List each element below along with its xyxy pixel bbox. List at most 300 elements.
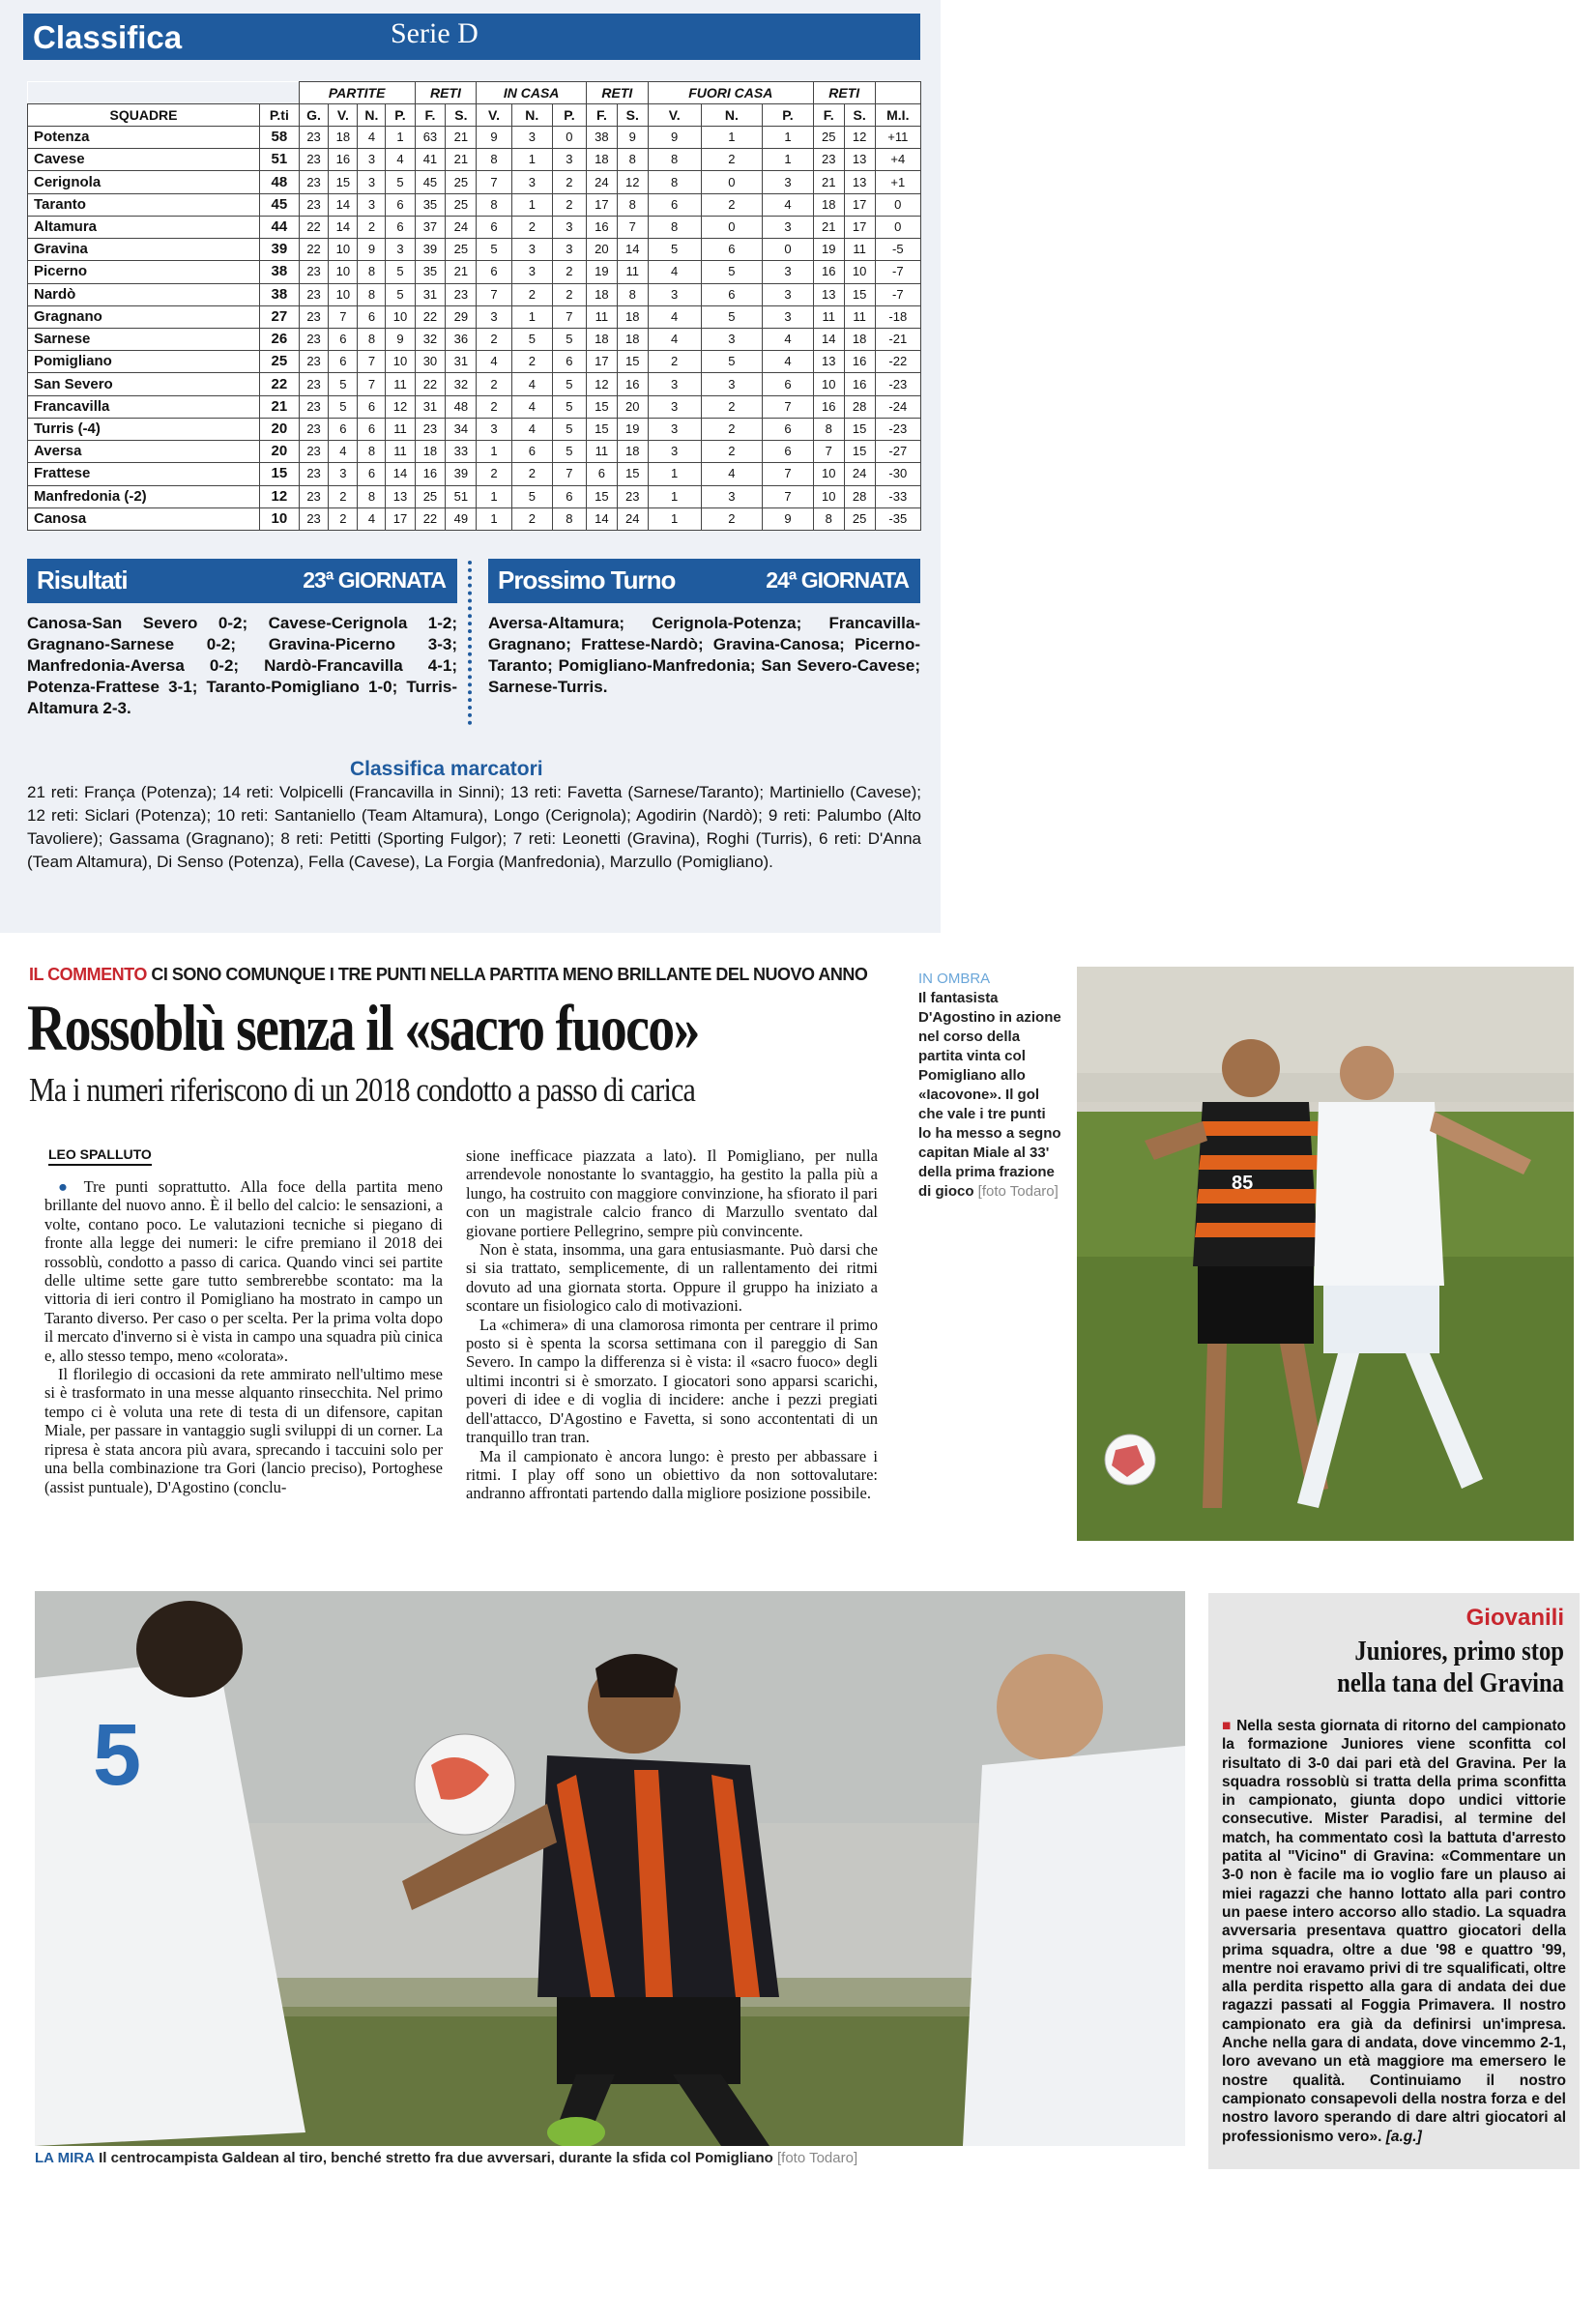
group-reti-casa: RETI <box>586 82 648 104</box>
table-cell: 2 <box>552 171 586 193</box>
table-cell: 3 <box>763 171 814 193</box>
standings-body <box>28 127 921 531</box>
column-header: G. <box>299 104 329 127</box>
table-cell: 3 <box>358 171 386 193</box>
table-cell: 6 <box>586 463 617 485</box>
table-cell: 36 <box>446 328 477 350</box>
table-cell: 7 <box>763 485 814 507</box>
team-name: Francavilla <box>28 395 260 418</box>
team-name: Cerignola <box>28 171 260 193</box>
article-kicker <box>29 965 867 985</box>
table-cell: 3 <box>511 127 552 149</box>
table-cell: 2 <box>701 507 763 530</box>
table-cell: 63 <box>415 127 446 149</box>
table-cell: 4 <box>386 149 415 171</box>
table-cell: 31 <box>415 395 446 418</box>
table-row <box>28 239 921 261</box>
results-text: Canosa-San Severo 0-2; Cavese-Cerignola 1-2; Gragnano-Sarnese 0-2; Gravina-Picerno 3-3; Manfredonia-Aversa 0-2; Nardò-Francavilla 4-1; Potenza-Frattese 3-1; Taranto-Pomigliano 1-0; Turris-Altamura 2-3. <box>27 614 457 717</box>
table-cell: 19 <box>617 418 648 440</box>
table-cell: 37 <box>415 216 446 238</box>
table-cell: 21 <box>446 261 477 283</box>
scorers-text: 21 reti: França (Potenza); 14 reti: Volpicelli (Francavilla in Sinni); 13 reti: Favetta (Sarnese/Taranto); Martiniello (Cavese); 12 reti: Siclari (Potenza); 10 reti: Santaniello (Team Altamura), Longo (Cerignola); Agodirin (Nardò); 9 reti: Palumbo (Alto Tavoliere); Gassama (Gragnano); 8 reti: Petitti (Sporting Fulgor); 7 reti: Leonetti (Gravina), Roghi (Turris), 6 reti: D'Anna (Team Altamura), Di Senso (Potenza), Fella (Cavese), La Forgia (Manfredonia), Marzullo (Pomigliano). <box>27 783 921 871</box>
table-cell: 10 <box>329 261 358 283</box>
table-cell: 7 <box>477 283 511 305</box>
table-cell: 3 <box>648 395 701 418</box>
table-cell: 16 <box>844 373 875 395</box>
column-header: M.I. <box>875 104 920 127</box>
caption2-credit: [foto Todaro] <box>777 2150 858 2166</box>
table-cell: 38 <box>586 127 617 149</box>
table-cell: 23 <box>299 171 329 193</box>
table-cell: 6 <box>386 193 415 216</box>
table-cell: 6 <box>358 395 386 418</box>
team-points: 26 <box>260 328 300 350</box>
table-cell: 14 <box>586 507 617 530</box>
table-cell: 6 <box>477 216 511 238</box>
next-round-bar <box>488 559 920 603</box>
table-cell: 4 <box>511 373 552 395</box>
table-cell: 35 <box>415 261 446 283</box>
table-cell: 2 <box>552 193 586 216</box>
article-author: LEO SPALLUTO <box>48 1146 152 1166</box>
table-cell: 7 <box>552 463 586 485</box>
team-points: 20 <box>260 441 300 463</box>
table-cell: 25 <box>415 485 446 507</box>
table-cell: 25 <box>446 171 477 193</box>
table-cell: 0 <box>701 216 763 238</box>
table-row <box>28 463 921 485</box>
table-row <box>28 283 921 305</box>
table-row <box>28 351 921 373</box>
table-cell: 5 <box>511 485 552 507</box>
table-cell: 1 <box>648 463 701 485</box>
group-reti-fuori: RETI <box>813 82 875 104</box>
table-cell: 24 <box>617 507 648 530</box>
column-header: F. <box>415 104 446 127</box>
team-points: 21 <box>260 395 300 418</box>
table-cell: 22 <box>415 507 446 530</box>
table-cell: 5 <box>552 418 586 440</box>
next-round-number: 24ª GIORNATA <box>766 567 909 593</box>
table-cell: 10 <box>329 283 358 305</box>
table-cell: 9 <box>477 127 511 149</box>
table-cell: 17 <box>586 193 617 216</box>
table-cell: 18 <box>329 127 358 149</box>
standings-group-header <box>28 82 921 104</box>
table-cell: 1 <box>648 485 701 507</box>
table-cell: 17 <box>586 351 617 373</box>
team-points: 27 <box>260 305 300 328</box>
next-round-text: Aversa-Altamura; Cerignola-Potenza; Francavilla-Gragnano; Frattese-Nardò; Gravina-Canosa; Picerno-Taranto; Pomigliano-Manfredonia; San Severo-Cavese; Sarnese-Turris. <box>488 614 920 696</box>
table-cell: 18 <box>586 328 617 350</box>
table-row <box>28 485 921 507</box>
table-cell: 19 <box>586 261 617 283</box>
team-points: 51 <box>260 149 300 171</box>
table-cell: 32 <box>446 373 477 395</box>
table-cell: 7 <box>552 305 586 328</box>
table-cell: 31 <box>446 351 477 373</box>
team-name: Aversa <box>28 441 260 463</box>
table-cell: 15 <box>617 463 648 485</box>
table-cell: 3 <box>701 485 763 507</box>
table-cell: 13 <box>813 351 844 373</box>
team-name: San Severo <box>28 373 260 395</box>
red-square-icon: ■ <box>1222 1718 1237 1734</box>
table-cell: 10 <box>386 305 415 328</box>
caption1-credit: [foto Todaro] <box>977 1183 1059 1200</box>
table-cell: 1 <box>511 193 552 216</box>
table-cell: 24 <box>844 463 875 485</box>
table-row <box>28 328 921 350</box>
table-cell: 4 <box>358 127 386 149</box>
league-title: Serie D <box>391 17 479 49</box>
table-cell: 41 <box>415 149 446 171</box>
table-cell: 11 <box>386 418 415 440</box>
table-cell: +11 <box>875 127 920 149</box>
group-reti: RETI <box>415 82 477 104</box>
table-cell: 39 <box>415 239 446 261</box>
photo1-illustration <box>1077 967 1574 1541</box>
table-cell: 14 <box>617 239 648 261</box>
table-cell: 23 <box>299 261 329 283</box>
table-cell: 10 <box>813 463 844 485</box>
table-cell: 1 <box>763 127 814 149</box>
table-cell: 2 <box>477 395 511 418</box>
results-bar <box>27 559 457 603</box>
classifica-header <box>23 14 920 60</box>
table-cell: 8 <box>358 441 386 463</box>
column-header: F. <box>586 104 617 127</box>
table-cell: 7 <box>763 395 814 418</box>
table-cell: 5 <box>329 395 358 418</box>
caption1-text: Il fantasista D'Agostino in azione nel corso della partita vinta col Pomigliano allo «Iacovone». Il gol che vale i tre punti lo ha messo a segno capitan Miale al 33' della prima frazione di gioco <box>918 990 1061 1200</box>
table-row <box>28 395 921 418</box>
table-cell: 1 <box>511 305 552 328</box>
table-cell: 14 <box>813 328 844 350</box>
table-cell: 3 <box>648 373 701 395</box>
table-cell: 22 <box>299 239 329 261</box>
table-cell: 2 <box>648 351 701 373</box>
table-cell: -27 <box>875 441 920 463</box>
table-cell: 32 <box>415 328 446 350</box>
table-cell: -22 <box>875 351 920 373</box>
table-cell: 2 <box>511 507 552 530</box>
team-name: Cavese <box>28 149 260 171</box>
table-cell: 4 <box>358 507 386 530</box>
table-row <box>28 193 921 216</box>
team-points: 10 <box>260 507 300 530</box>
table-cell: 35 <box>415 193 446 216</box>
table-cell: -23 <box>875 373 920 395</box>
table-cell: 3 <box>511 261 552 283</box>
photo2-illustration <box>35 1591 1185 2146</box>
table-cell: 7 <box>358 351 386 373</box>
team-name: Picerno <box>28 261 260 283</box>
table-row <box>28 261 921 283</box>
table-cell: 18 <box>617 441 648 463</box>
table-cell: 4 <box>701 463 763 485</box>
classifica-panel <box>0 0 941 933</box>
table-cell: 8 <box>648 149 701 171</box>
table-cell: 3 <box>701 373 763 395</box>
table-cell: 5 <box>552 373 586 395</box>
table-cell: 5 <box>648 239 701 261</box>
article-paragraph: sione inefficace piazzata a lato). Il Pomigliano, per nulla arrendevole nonostante lo svantaggio, ha gestito la palla più a lungo, ha costruito con maggiore convinzione, ha sfiorato il pari con un magistrale calcio franco di Marzullo sventato dal giovane portiere Pellegrino, sempre più convincente. <box>466 1146 878 1240</box>
table-cell: 5 <box>329 373 358 395</box>
juniores-body: Nella sesta giornata di ritorno del campionato la formazione Juniores viene sconfitta col risultato di 3-0 dai pari età del Gravina. Per la squadra rossoblù si tratta della prima sconfitta in campionato, giunta dopo undici vittorie consecutive. Mister Paradisi, al termine del match, ha commentato così la battuta d'arresto patita al "Vicino" di Gravina: «Commentare un 3-0 non è facile ma io voglio fare un plauso ai miei ragazzi che hanno lottato alla pari contro un paese intero accorso allo stadio. La squadra avversaria presentava quattro giocatori della prima squadra, oltre a due '98 e quattro '99, mentre noi eravamo privi di tre squalificati, oltre alla perdita rispetto alla gara di andata dei due ragazzi passati al Foggia Primavera. Il nostro campionato era già da definirsi un'impresa. Anche nella gara di andata, dove vincemmo 2-1, loro avevano un età maggiore ma emersero le nostre qualità. Continuiamo il nostro campionato consapevoli della nostra forza e del nostro lavoro sperando di dare altri giocatori al professionismo vero». <box>1222 1718 1566 2145</box>
kicker-text: CI SONO COMUNQUE I TRE PUNTI NELLA PARTITA MENO BRILLANTE DEL NUOVO ANNO <box>151 965 868 984</box>
table-cell: 7 <box>763 463 814 485</box>
table-cell: 15 <box>586 485 617 507</box>
table-cell: 2 <box>701 418 763 440</box>
article-headline: Rossoblù senza il «sacro fuoco» <box>27 991 699 1064</box>
table-cell: 18 <box>586 283 617 305</box>
table-row <box>28 216 921 238</box>
table-cell: 14 <box>386 463 415 485</box>
table-cell: 20 <box>586 239 617 261</box>
team-name: Turris (-4) <box>28 418 260 440</box>
table-cell: 8 <box>648 216 701 238</box>
table-cell: 3 <box>763 283 814 305</box>
table-cell: 8 <box>477 193 511 216</box>
table-cell: 23 <box>299 485 329 507</box>
team-points: 20 <box>260 418 300 440</box>
match-photo-dagostino <box>1077 967 1574 1541</box>
table-cell: 3 <box>477 418 511 440</box>
table-cell: 1 <box>477 507 511 530</box>
team-name: Canosa <box>28 507 260 530</box>
table-cell: 0 <box>701 171 763 193</box>
table-cell: 29 <box>446 305 477 328</box>
table-cell: 39 <box>446 463 477 485</box>
table-cell: 23 <box>299 507 329 530</box>
table-cell: 12 <box>386 395 415 418</box>
table-cell: -30 <box>875 463 920 485</box>
table-cell: 16 <box>813 261 844 283</box>
column-header: S. <box>617 104 648 127</box>
table-cell: 6 <box>511 441 552 463</box>
column-header: F. <box>813 104 844 127</box>
table-cell: 2 <box>329 485 358 507</box>
table-cell: 11 <box>586 441 617 463</box>
table-cell: 25 <box>446 193 477 216</box>
table-cell: 3 <box>552 239 586 261</box>
standings-group-blank <box>28 82 300 104</box>
table-cell: 19 <box>813 239 844 261</box>
table-cell: 16 <box>617 373 648 395</box>
table-cell: 28 <box>844 395 875 418</box>
table-cell: 6 <box>763 418 814 440</box>
column-header: P. <box>386 104 415 127</box>
table-cell: 7 <box>617 216 648 238</box>
table-cell: 9 <box>648 127 701 149</box>
column-header: P. <box>552 104 586 127</box>
table-cell: 5 <box>552 328 586 350</box>
table-cell: 3 <box>358 149 386 171</box>
table-cell: 2 <box>477 373 511 395</box>
table-cell: 22 <box>299 216 329 238</box>
table-cell: 18 <box>586 149 617 171</box>
table-cell: 6 <box>552 485 586 507</box>
table-cell: 6 <box>358 418 386 440</box>
table-cell: 15 <box>844 283 875 305</box>
table-cell: 3 <box>511 171 552 193</box>
team-name: Manfredonia (-2) <box>28 485 260 507</box>
table-cell: 3 <box>648 441 701 463</box>
table-cell: 2 <box>701 193 763 216</box>
table-cell: 4 <box>763 351 814 373</box>
table-cell: 1 <box>477 441 511 463</box>
table-cell: 23 <box>299 149 329 171</box>
table-cell: 6 <box>701 283 763 305</box>
column-header: V. <box>648 104 701 127</box>
table-cell: 4 <box>648 305 701 328</box>
table-cell: 3 <box>763 261 814 283</box>
table-cell: 8 <box>358 261 386 283</box>
table-cell: 18 <box>617 328 648 350</box>
team-points: 39 <box>260 239 300 261</box>
table-cell: 51 <box>446 485 477 507</box>
article-subheadline: Ma i numeri riferiscono di un 2018 condotto a passo di carica <box>29 1071 695 1109</box>
team-name: Potenza <box>28 127 260 149</box>
table-cell: 11 <box>813 305 844 328</box>
team-points: 38 <box>260 283 300 305</box>
table-cell: 23 <box>299 127 329 149</box>
team-points: 12 <box>260 485 300 507</box>
table-cell: 3 <box>701 328 763 350</box>
table-cell: 8 <box>813 507 844 530</box>
group-fuori-casa: FUORI CASA <box>648 82 813 104</box>
table-cell: 6 <box>648 193 701 216</box>
article-column-2 <box>466 1146 878 1503</box>
jersey-number-5: 5 <box>93 1707 142 1804</box>
table-cell: 10 <box>813 485 844 507</box>
table-cell: 0 <box>552 127 586 149</box>
table-cell: 4 <box>511 418 552 440</box>
table-cell: -33 <box>875 485 920 507</box>
table-cell: 15 <box>617 351 648 373</box>
table-cell: 33 <box>446 441 477 463</box>
table-cell: 3 <box>763 216 814 238</box>
article-paragraph: Il florilegio di occasioni da rete ammirato nell'ultimo mese si è trasformato in una messe alquanto rinsecchita. Nel primo tempo ci è voluta una rete di testa di un difensore, capitan Miale, per passare in vantaggio sugli sviluppi di un corner. La ripresa è stata ancora più avara, sprecando i taccuini solo per una bella combinazione tra Gori (lancio preciso), Portoghese (assist puntuale), D'Agostino (conclu- <box>44 1365 443 1496</box>
table-cell: 1 <box>701 127 763 149</box>
table-cell: 3 <box>358 193 386 216</box>
column-header: S. <box>844 104 875 127</box>
column-header: SQUADRE <box>28 104 260 127</box>
table-cell: 0 <box>875 216 920 238</box>
results-label: Risultati <box>37 565 128 594</box>
table-cell: 4 <box>763 328 814 350</box>
table-cell: 12 <box>617 171 648 193</box>
table-cell: 17 <box>844 193 875 216</box>
table-cell: 0 <box>875 193 920 216</box>
table-cell: 23 <box>813 149 844 171</box>
table-cell: -7 <box>875 261 920 283</box>
table-cell: 2 <box>511 283 552 305</box>
table-cell: 25 <box>844 507 875 530</box>
table-cell: 23 <box>299 193 329 216</box>
table-cell: 2 <box>552 283 586 305</box>
table-cell: 12 <box>844 127 875 149</box>
table-cell: +1 <box>875 171 920 193</box>
table-cell: 16 <box>586 216 617 238</box>
table-cell: 7 <box>329 305 358 328</box>
table-cell: 23 <box>446 283 477 305</box>
table-cell: 13 <box>386 485 415 507</box>
table-cell: 23 <box>299 328 329 350</box>
table-cell: 14 <box>329 216 358 238</box>
table-cell: 3 <box>552 216 586 238</box>
table-cell: 9 <box>763 507 814 530</box>
table-cell: 21 <box>813 216 844 238</box>
table-row <box>28 441 921 463</box>
table-cell: 23 <box>299 305 329 328</box>
table-cell: 2 <box>701 441 763 463</box>
table-row <box>28 171 921 193</box>
table-row <box>28 305 921 328</box>
table-row <box>28 507 921 530</box>
table-cell: 9 <box>617 127 648 149</box>
table-cell: 10 <box>329 239 358 261</box>
table-cell: 8 <box>358 328 386 350</box>
table-cell: 8 <box>552 507 586 530</box>
table-cell: 4 <box>763 193 814 216</box>
table-cell: 25 <box>813 127 844 149</box>
team-points: 58 <box>260 127 300 149</box>
table-cell: 2 <box>511 463 552 485</box>
table-cell: 6 <box>763 441 814 463</box>
standings-column-header <box>28 104 921 127</box>
table-cell: 5 <box>552 441 586 463</box>
column-header: V. <box>329 104 358 127</box>
juniores-box <box>1208 1593 1580 2169</box>
table-cell: 6 <box>763 373 814 395</box>
table-cell: 4 <box>329 441 358 463</box>
table-cell: -35 <box>875 507 920 530</box>
table-cell: 4 <box>511 395 552 418</box>
team-name: Altamura <box>28 216 260 238</box>
column-header: N. <box>511 104 552 127</box>
team-name: Frattese <box>28 463 260 485</box>
table-cell: 11 <box>386 373 415 395</box>
table-cell: 5 <box>511 328 552 350</box>
article-paragraph: Ma il campionato è ancora lungo: è presto per abbassare i ritmi. I play off sono un obiettivo da non sottovalutare: andranno affrontati partendo dalla migliore posizione possibile. <box>466 1446 878 1503</box>
table-row <box>28 127 921 149</box>
table-cell: 7 <box>477 171 511 193</box>
table-cell: -5 <box>875 239 920 261</box>
table-cell: 1 <box>386 127 415 149</box>
table-cell: 11 <box>386 441 415 463</box>
table-cell: 5 <box>386 283 415 305</box>
article-paragraph <box>44 1177 443 1365</box>
column-header: N. <box>358 104 386 127</box>
table-cell: 21 <box>813 171 844 193</box>
table-cell: -24 <box>875 395 920 418</box>
table-cell: 6 <box>477 261 511 283</box>
table-cell: 11 <box>844 239 875 261</box>
table-cell: 16 <box>415 463 446 485</box>
team-name: Taranto <box>28 193 260 216</box>
table-cell: 6 <box>552 351 586 373</box>
table-cell: 4 <box>477 351 511 373</box>
column-header: P. <box>763 104 814 127</box>
table-cell: 30 <box>415 351 446 373</box>
caption1-kicker: IN OMBRA <box>918 971 991 987</box>
table-cell: 2 <box>701 149 763 171</box>
table-cell: 15 <box>844 418 875 440</box>
table-cell: 9 <box>358 239 386 261</box>
table-cell: 3 <box>329 463 358 485</box>
